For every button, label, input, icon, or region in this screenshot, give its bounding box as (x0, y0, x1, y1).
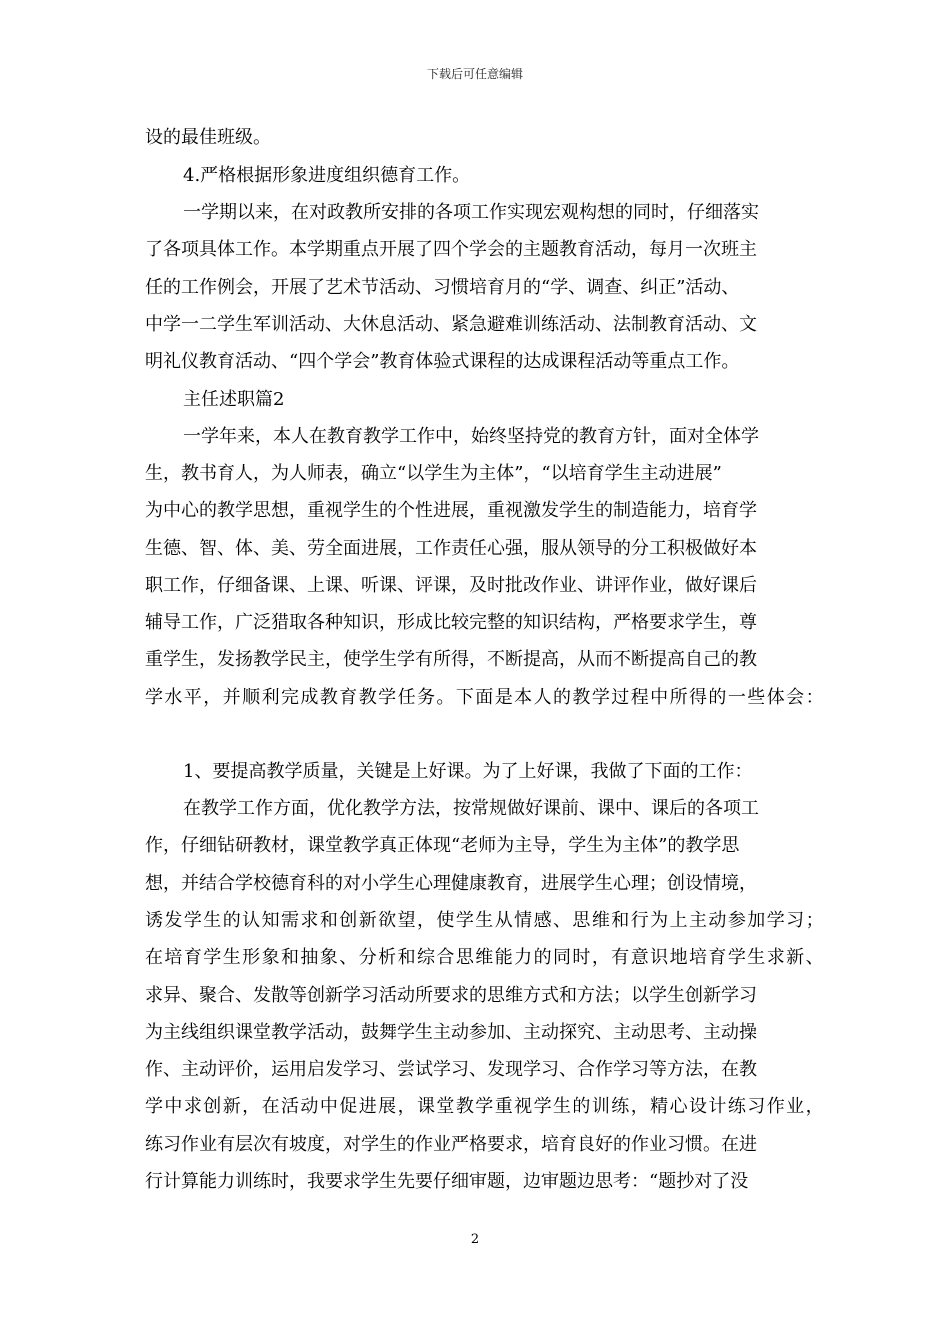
text-line: 为主线组织课堂教学活动，鼓舞学生主动参加、主动探究、主动思考、主动操 (145, 1022, 757, 1043)
text-line: 设的最佳班级。 (145, 127, 271, 148)
text-line: 一学期以来，在对政教所安排的各项工作实现宏观构想的同时，仔细落实 (183, 202, 759, 223)
text-line: 练习作业有层次有坡度，对学生的作业严格要求，培育良好的作业习惯。在进 (145, 1134, 757, 1155)
text-line: 在教学工作方面，优化教学方法，按常规做好课前、课中、课后的各项工 (183, 798, 759, 819)
text-line: 任的工作例会，开展了艺术节活动、习惯培育月的“学、调查、纠正”活动、 (145, 277, 740, 298)
text-line: 中学一二学生军训活动、大休息活动、紧急避难训练活动、法制教育活动、文 (145, 314, 757, 335)
text-line: 学水平，并顺利完成教育教学任务。下面是本人的教学过程中所得的一些体会： (145, 687, 825, 708)
text-line: 求异、聚合、发散等创新学习活动所要求的思维方式和方法；以学生创新学习 (145, 985, 757, 1006)
text-line: 生德、智、体、美、劳全面进展，工作责任心强，服从领导的分工积极做好本 (145, 538, 757, 559)
text-line: 生，教书育人，为人师表，确立“以学生为主体”，“以培育学生主动进展” (145, 463, 722, 484)
text-line: 行计算能力训练时，我要求学生先要仔细审题，边审题边思考：“题抄对了没 (145, 1171, 749, 1192)
text-line: 1、要提高教学质量，关键是上好课。为了上好课，我做了下面的工作： (183, 761, 753, 782)
text-line: 4.严格根据形象进度组织德育工作。 (183, 165, 471, 186)
text-line: 在培育学生形象和抽象、分析和综合思维能力的同时，有意识地培育学生求新、 (145, 947, 825, 968)
text-line: 明礼仪教育活动、“四个学会”教育体验式课程的达成课程活动等重点工作。 (145, 351, 740, 372)
page-number: 2 (470, 1232, 480, 1247)
text-line: 职工作，仔细备课、上课、听课、评课，及时批改作业、讲评作业，做好课后 (145, 575, 757, 596)
text-line: 重学生，发扬教学民主，使学生学有所得，不断提高，从而不断提高自己的教 (145, 649, 757, 670)
section-heading: 主任述职篇2 (183, 389, 285, 410)
text-line: 一学年来，本人在教育教学工作中，始终坚持党的教育方针，面对全体学 (183, 426, 759, 447)
text-line: 学中求创新，在活动中促进展，课堂教学重视学生的训练，精心设计练习作业， (145, 1096, 825, 1117)
text-line: 辅导工作，广泛猎取各种知识，形成比较完整的知识结构，严格要求学生，尊 (145, 612, 757, 633)
text-line: 作、主动评价，运用启发学习、尝试学习、发现学习、合作学习等方法，在教 (145, 1059, 757, 1080)
text-line: 为中心的教学思想，重视学生的个性进展，重视激发学生的制造能力，培育学 (145, 500, 757, 521)
text-line: 了各项具体工作。本学期重点开展了四个学会的主题教育活动，每月一次班主 (145, 239, 757, 260)
text-line: 作，仔细钻研教材，课堂教学真正体现“老师为主导，学生为主体”的教学思 (145, 835, 740, 856)
text-line: 想，并结合学校德育科的对小学生心理健康教育，进展学生心理；创设情境， (145, 873, 757, 894)
header-note: 下载后可任意编辑 (426, 67, 523, 81)
text-line: 诱发学生的认知需求和创新欲望，使学生从情感、思维和行为上主动参加学习； (145, 910, 825, 931)
